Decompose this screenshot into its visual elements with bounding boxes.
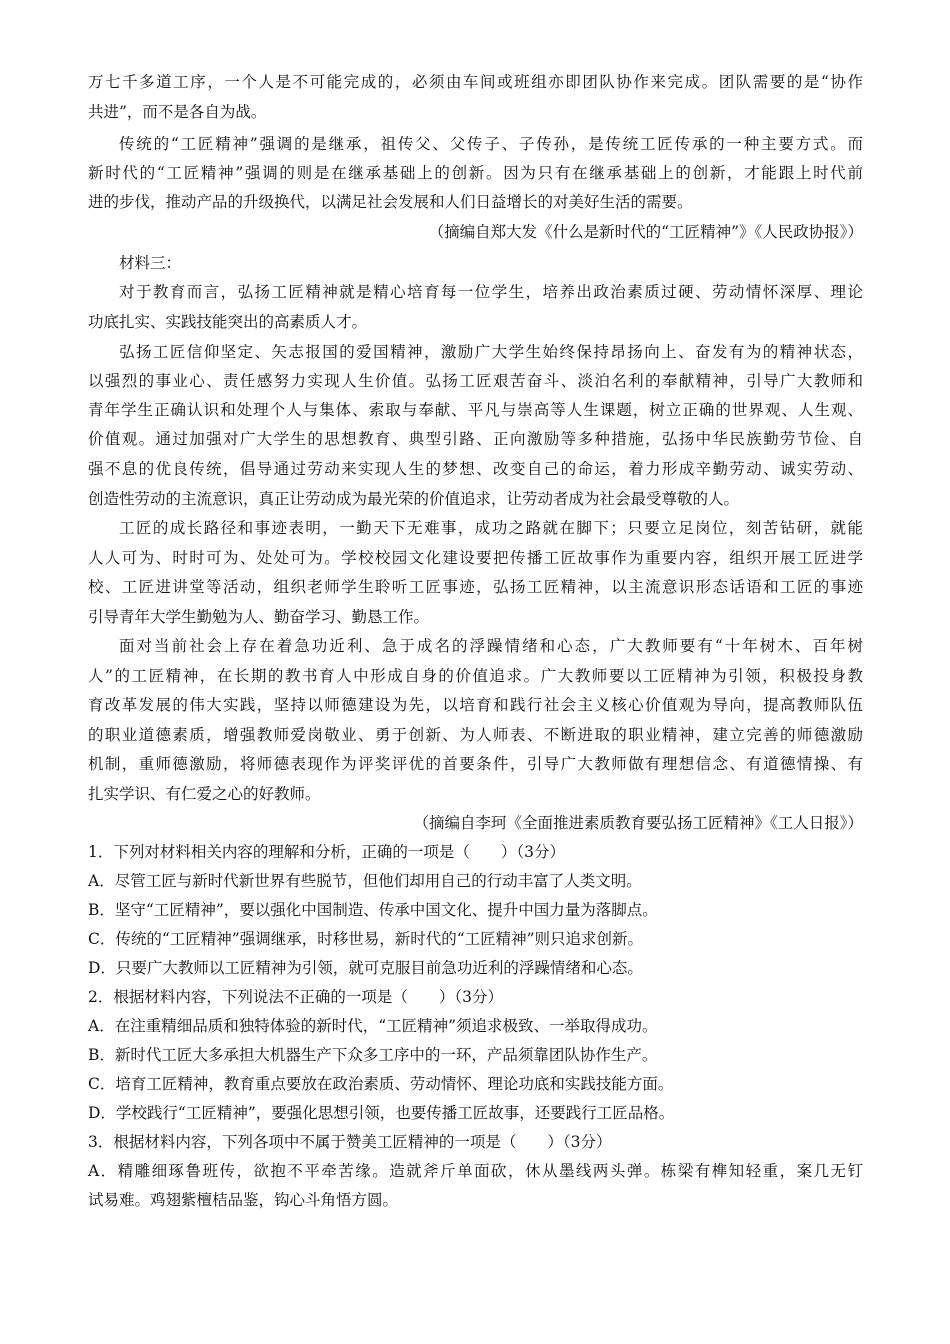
text-line: 进的步伐，推动产品的升级换代，以满足社会发展和人们日益增长的对美好生活的需要。 [88, 193, 693, 211]
text-line: 引导青年大学生勤勉为人、勤奋学习、勤恳工作。 [88, 608, 430, 626]
text-line: 创造性劳动的主流意识，真正让劳动成为最光荣的价值追求，让劳动者成为社会最受尊敬的人。 [88, 490, 740, 508]
text-line: 人”的工匠精神，在长期的教书育人中形成自身的价值追求。广大教师要以工匠精神为引领，积极投身教 [88, 667, 863, 685]
question-1: 1．下列对材料相关内容的理解和分析，正确的一项是（ ）（3分） [88, 843, 565, 861]
text-line: 传统的“工匠精神”强调的是继承，祖传父、父传子、子传孙，是传统工匠传承的一种主要方式。而 [119, 135, 863, 153]
text-line: 工匠的成长路径和事迹表明，一勤天下无难事，成功之路就在脚下；只要立足岗位，刻苦钻研，就能 [119, 519, 863, 537]
text-line: 万七千多道工序，一个人是不可能完成的，必须由车间或班组亦即团队协作来完成。团队需要的是“协作 [88, 73, 863, 91]
text-line: 强不息的优良传统，倡导通过劳动来实现人生的梦想、改变自己的命运，着力形成辛勤劳动、诚实劳动、 [88, 460, 863, 478]
question-2-option-d: D．学校践行“工匠精神”，要强化思想引领，也要传播工匠故事，还要践行工匠品格。 [88, 1104, 675, 1122]
text-line: 面对当前社会上存在着急功近利、急于成名的浮躁情绪和心态，广大教师要有“十年树木、百年树 [119, 637, 863, 655]
text-line: 功底扎实、实践技能突出的高素质人才。 [88, 313, 368, 331]
question-1-option-b: B．坚守“工匠精神”，要以强化中国制造、传承中国文化、提升中国力量为落脚点。 [88, 901, 658, 919]
source-citation: （摘编自郑大发《什么是新时代的“工匠精神”》《人民政协报》） [428, 223, 863, 241]
question-1-option-c: C．传统的“工匠精神”强调继承，时移世易，新时代的“工匠精神”则只追求创新。 [88, 930, 644, 948]
question-2-option-a: A．在注重精细品质和独特体验的新时代，“工匠精神”须追求极致、一举取得成功。 [88, 1017, 658, 1035]
question-3-option-a: A．精雕细琢鲁班传，欲抱不平牵苦缘。造就斧斤单面砍，休从墨线两头弹。栋梁有榫知轻重，案几无钉 [88, 1162, 863, 1180]
text-line: 机制，重师德激励，将师德表现作为评奖评优的首要条件，引导广大教师做有理想信念、有道德情操、有 [88, 755, 863, 773]
question-1-option-a: A．尽管工匠与新时代新世界有些脱节，但他们却用自己的行动丰富了人类文明。 [88, 872, 642, 890]
text-line: 新时代的“工匠精神”强调的则是在继承基础上的创新。因为只有在继承基础上的创新，才能跟上时代前 [88, 164, 863, 182]
text-line: 校、工匠进讲堂等活动，组织老师学生聆听工匠事迹，弘扬工匠精神，以主流意识形态话语和工匠的事迹 [88, 578, 863, 596]
question-2-option-b: B．新时代工匠大多承担大机器生产下众多工序中的一环，产品须靠团队协作生产。 [88, 1046, 658, 1064]
text-line: 的职业道德素质，增强教师爱岗敬业、勇于创新、为人师表、不断进取的职业精神，建立完善的师德激励 [88, 726, 863, 744]
question-3: 3．根据材料内容，下列各项中不属于赞美工匠精神的一项是（ ）（3分） [88, 1133, 612, 1151]
text-line: 以强烈的事业心、责任感努力实现人生价值。弘扬工匠艰苦奋斗、淡泊名利的奉献精神，引导广大教师和 [88, 372, 863, 390]
source-citation: （摘编自李珂《全面推进素质教育要弘扬工匠精神》《工人日报》） [413, 814, 863, 832]
question-2: 2．根据材料内容，下列说法不正确的一项是（ ）（3分） [88, 988, 503, 1006]
text-line: 人人可为、时时可为、处处可为。学校校园文化建设要把传播工匠故事作为重要内容，组织开展工匠进学 [88, 549, 863, 567]
question-1-option-d: D．只要广大教师以工匠精神为引领，就可克服目前急功近利的浮躁情绪和心态。 [88, 959, 643, 977]
text-line: 价值观。通过加强对广大学生的思想教育、典型引路、正向激励等多种措施，弘扬中华民族勤劳节俭、自 [88, 430, 863, 448]
text-line: 扎实学识、有仁爱之心的好教师。 [88, 785, 321, 803]
question-2-option-c: C．培育工匠精神，教育重点要放在政治素质、劳动情怀、理论功底和实践技能方面。 [88, 1075, 674, 1093]
question-3-option-a-cont: 试易难。鸡翅紫檀桔品鉴，钩心斗角悟方圆。 [88, 1191, 399, 1209]
text-line: 对于教育而言，弘扬工匠精神就是精心培育每一位学生，培养出政治素质过硬、劳动情怀深厚、理论 [119, 283, 863, 301]
section-heading: 材料三： [119, 254, 182, 272]
text-line: 共进”，而不是各自为战。 [88, 103, 267, 121]
text-line: 青年学生正确认识和处理个人与集体、索取与奉献、平凡与崇高等人生课题，树立正确的世界观、人生观、 [88, 401, 863, 419]
text-line: 弘扬工匠信仰坚定、矢志报国的爱国精神，激励广大学生始终保持昂扬向上、奋发有为的精神状态， [119, 343, 863, 361]
text-line: 育改革发展的伟大实践，坚持以师德建设为先，以培育和践行社会主义核心价值观为导向，提高教师队伍 [88, 696, 863, 714]
